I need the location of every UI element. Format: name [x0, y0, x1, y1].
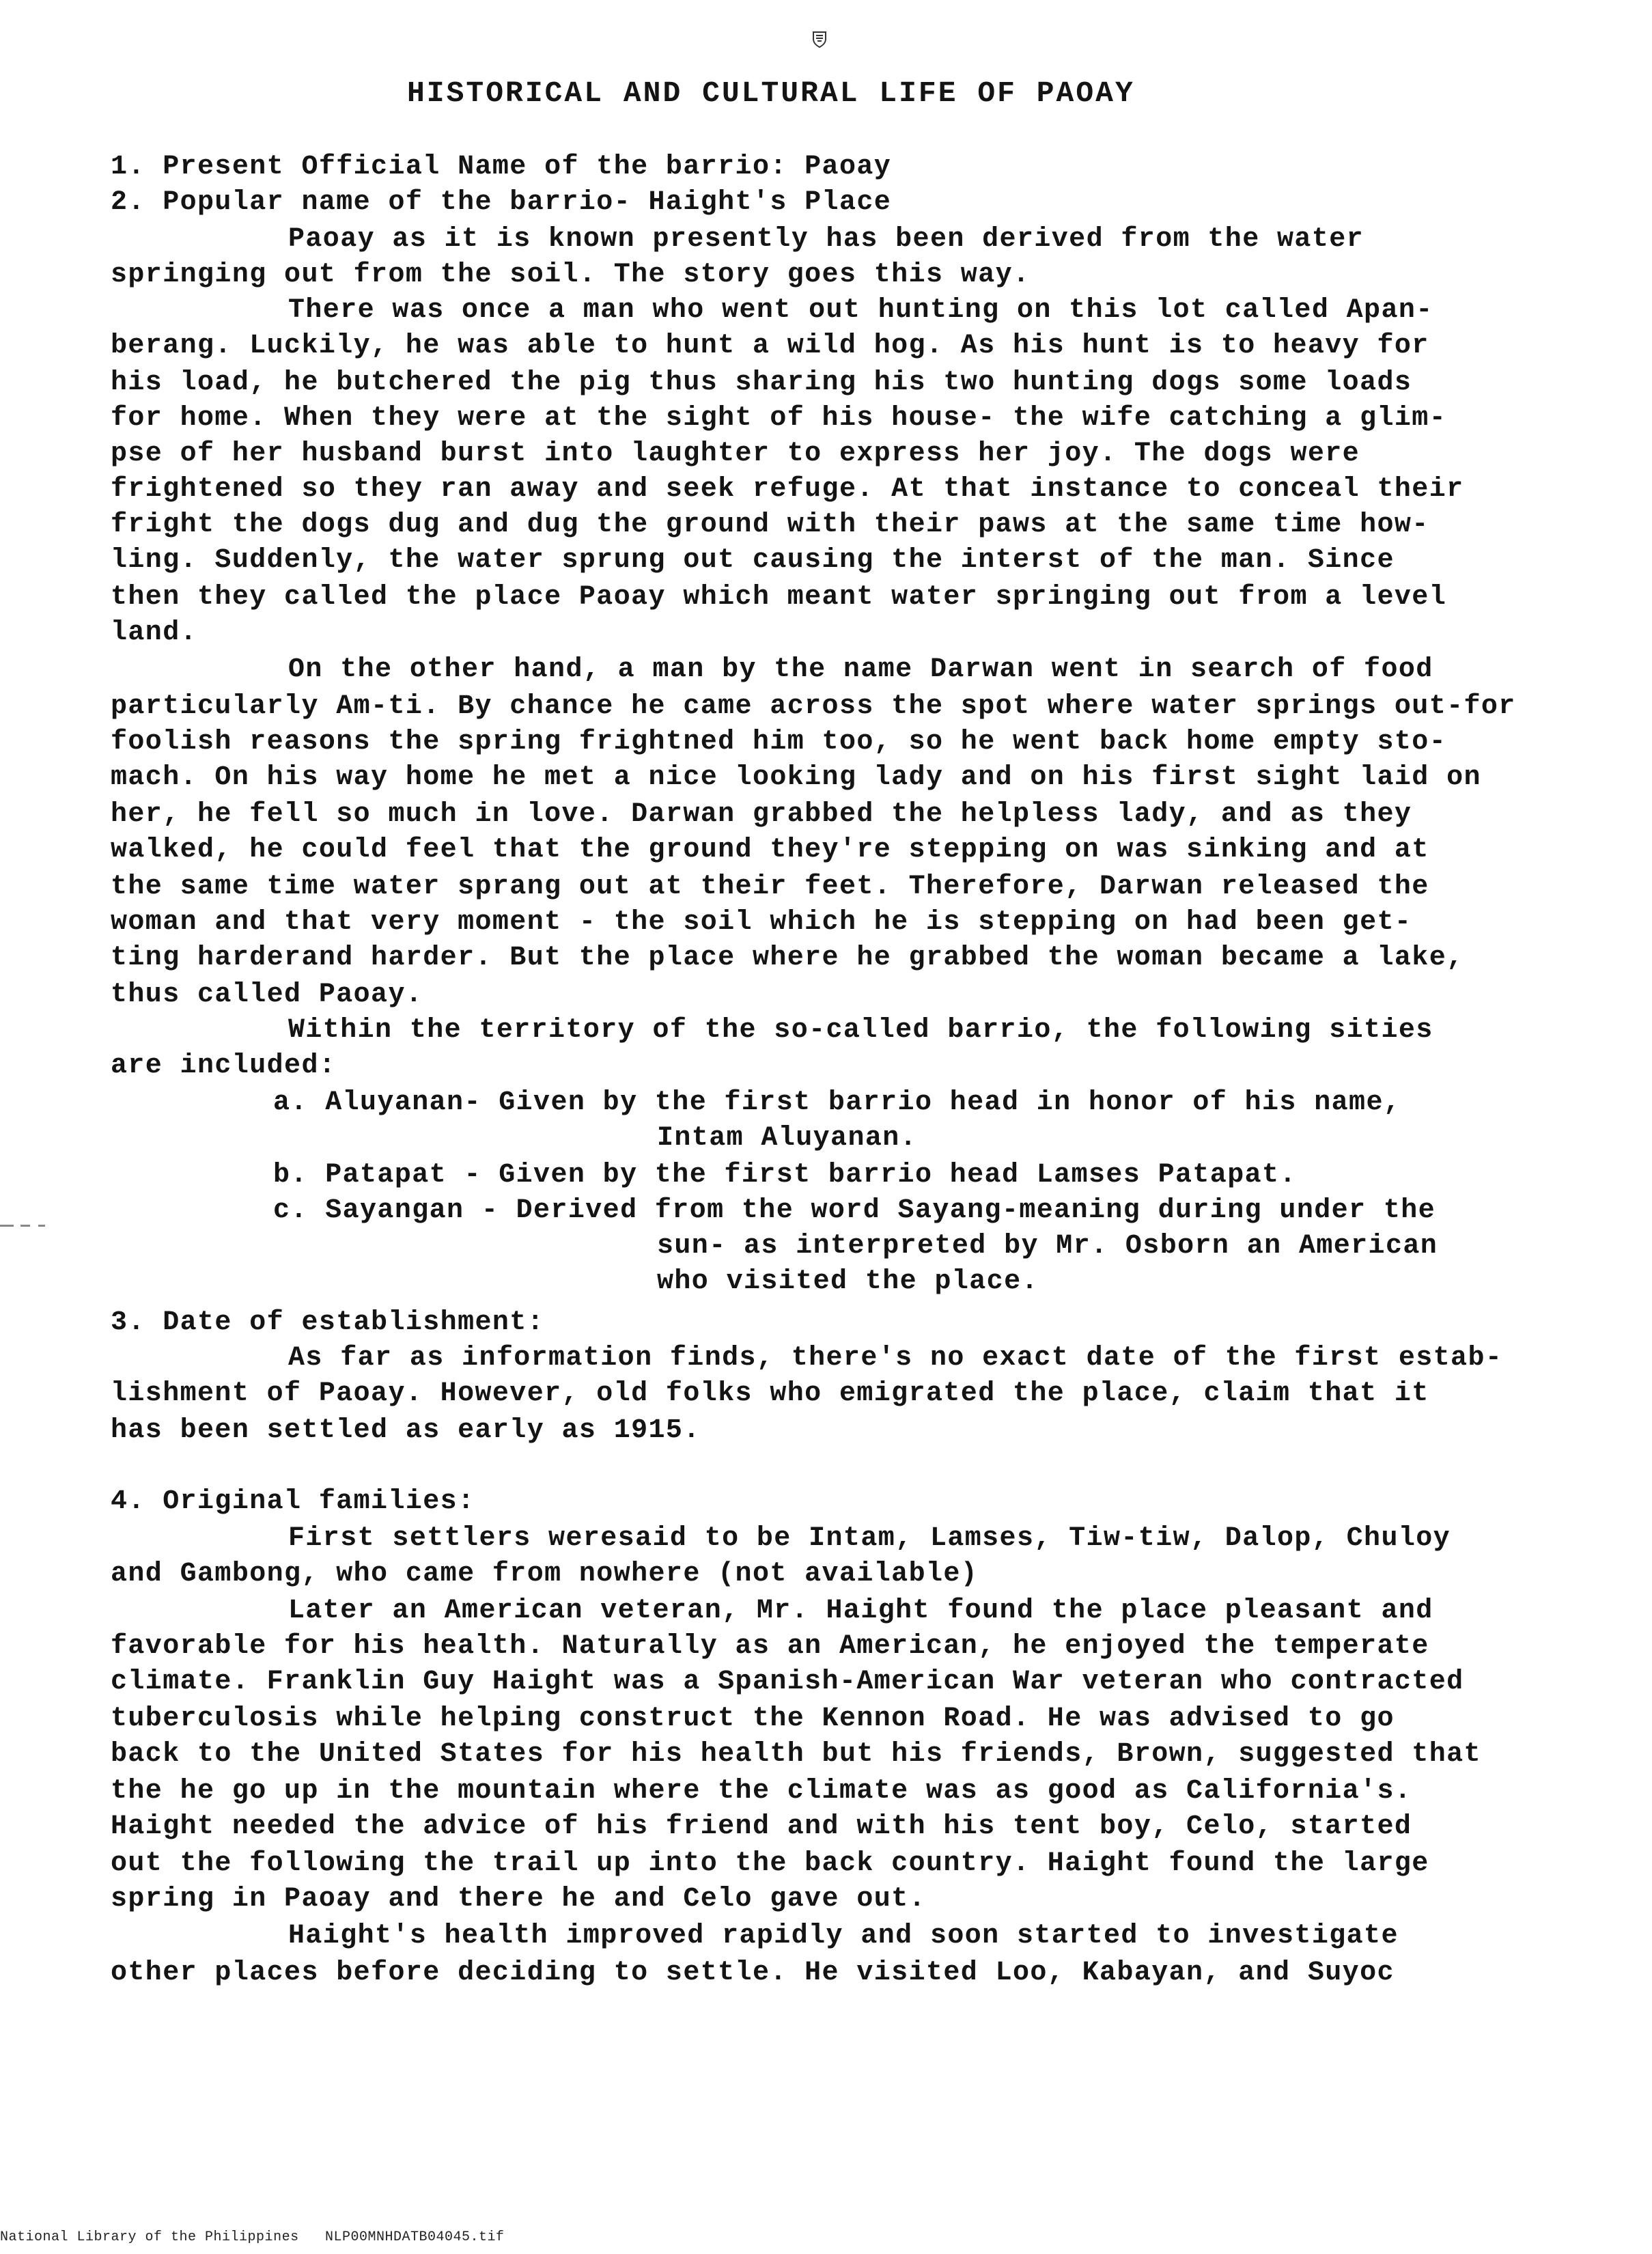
- text-line: the same time water sprang out at their feet. Therefore, Darwan released the: [111, 872, 1429, 902]
- footer-file-name: NLP00MNHDATB04045.tif: [325, 2229, 505, 2245]
- text-line: frightened so they ran away and seek refuge. At that instance to conceal their: [111, 474, 1464, 505]
- text-line: First settlers weresaid to be Intam, Lamses, Tiw-tiw, Dalop, Chuloy: [288, 1523, 1451, 1554]
- text-line: favorable for his health. Naturally as an American, he enjoyed the temperate: [111, 1631, 1429, 1662]
- text-line: climate. Franklin Guy Haight was a Spanish-American War veteran who contracted: [111, 1667, 1464, 1697]
- text-line: who visited the place.: [657, 1266, 1039, 1297]
- text-line: the he go up in the mountain where the climate was as good as California's.: [111, 1776, 1412, 1807]
- scan-artifact: [38, 1225, 45, 1227]
- text-line: fright the dogs dug and dug the ground with their paws at the same time how-: [111, 510, 1429, 540]
- text-line: back to the United States for his health but his friends, Brown, suggested that: [111, 1739, 1481, 1770]
- text-line: are included:: [111, 1051, 337, 1081]
- text-line: woman and that very moment - the soil which he is stepping on had been get-: [111, 907, 1412, 938]
- text-line: Haight's health improved rapidly and soon started to investigate: [288, 1921, 1399, 1951]
- text-line: and Gambong, who came from nowhere (not available): [111, 1559, 979, 1589]
- page-title: HISTORICAL AND CULTURAL LIFE OF PAOAY: [407, 76, 1135, 110]
- text-line: 2. Popular name of the barrio- Haight's Place: [111, 187, 892, 218]
- text-line: c. Sayangan - Derived from the word Sayang-meaning during under the: [273, 1195, 1436, 1226]
- text-line: his load, he butchered the pig thus sharing his two hunting dogs some loads: [111, 367, 1412, 398]
- text-line: other places before deciding to settle. He visited Loo, Kabayan, and Suyoc: [111, 1958, 1395, 1988]
- text-line: land.: [111, 617, 198, 648]
- text-line: b. Patapat - Given by the first barrio head Lamses Patapat.: [273, 1160, 1297, 1191]
- text-line: particularly Am-ti. By chance he came across the spot where water springs out-for: [111, 691, 1516, 722]
- text-line: Intam Aluyanan.: [657, 1123, 918, 1154]
- text-line: her, he fell so much in love. Darwan grabbed the helpless lady, and as they: [111, 799, 1412, 830]
- text-line: There was once a man who went out hunting on this lot called Apan-: [288, 295, 1433, 326]
- text-line: out the following the trail up into the back country. Haight found the large: [111, 1848, 1429, 1879]
- scan-artifact: [20, 1225, 30, 1227]
- text-line: has been settled as early as 1915.: [111, 1415, 701, 1446]
- library-seal-icon: [811, 30, 828, 48]
- text-line: for home. When they were at the sight of his house- the wife catching a glim-: [111, 403, 1447, 434]
- text-line: Within the territory of the so-called barrio, the following sities: [288, 1015, 1433, 1046]
- text-line: thus called Paoay.: [111, 979, 423, 1010]
- text-line: then they called the place Paoay which meant water springing out from a level: [111, 582, 1447, 613]
- text-line: berang. Luckily, he was able to hunt a wild hog. As his hunt is to heavy for: [111, 331, 1429, 361]
- text-line: 4. Original families:: [111, 1486, 475, 1517]
- text-line: foolish reasons the spring frightned him too, so he went back home empty sto-: [111, 727, 1447, 757]
- text-line: a. Aluyanan- Given by the first barrio head in honor of his name,: [273, 1087, 1401, 1118]
- text-line: pse of her husband burst into laughter to express her joy. The dogs were: [111, 439, 1360, 469]
- text-line: lishment of Paoay. However, old folks who emigrated the place, claim that it: [111, 1378, 1429, 1409]
- text-line: Paoay as it is known presently has been derived from the water: [288, 224, 1364, 255]
- text-line: sun- as interpreted by Mr. Osborn an American: [657, 1231, 1438, 1262]
- text-line: ling. Suddenly, the water sprung out causing the interst of the man. Since: [111, 545, 1395, 576]
- text-line: mach. On his way home he met a nice looking lady and on his first sight laid on: [111, 762, 1481, 793]
- text-line: As far as information finds, there's no exact date of the first estab-: [288, 1343, 1503, 1374]
- text-line: 3. Date of establishment:: [111, 1307, 545, 1338]
- text-line: 1. Present Official Name of the barrio: Paoay: [111, 152, 892, 182]
- text-line: spring in Paoay and there he and Celo gave out.: [111, 1884, 926, 1915]
- text-line: Haight needed the advice of his friend and with his tent boy, Celo, started: [111, 1811, 1412, 1842]
- text-line: Later an American veteran, Mr. Haight found the place pleasant and: [288, 1596, 1433, 1626]
- footer-source-label: National Library of the Philippines: [0, 2229, 299, 2245]
- text-line: walked, he could feel that the ground they're stepping on was sinking and at: [111, 835, 1429, 865]
- text-line: springing out from the soil. The story goes this way.: [111, 260, 1031, 290]
- scan-artifact: [0, 1225, 14, 1227]
- text-line: ting harderand harder. But the place where he grabbed the woman became a lake,: [111, 943, 1464, 973]
- text-line: On the other hand, a man by the name Darwan went in search of food: [288, 654, 1433, 685]
- text-line: tuberculosis while helping construct the Kennon Road. He was advised to go: [111, 1703, 1395, 1734]
